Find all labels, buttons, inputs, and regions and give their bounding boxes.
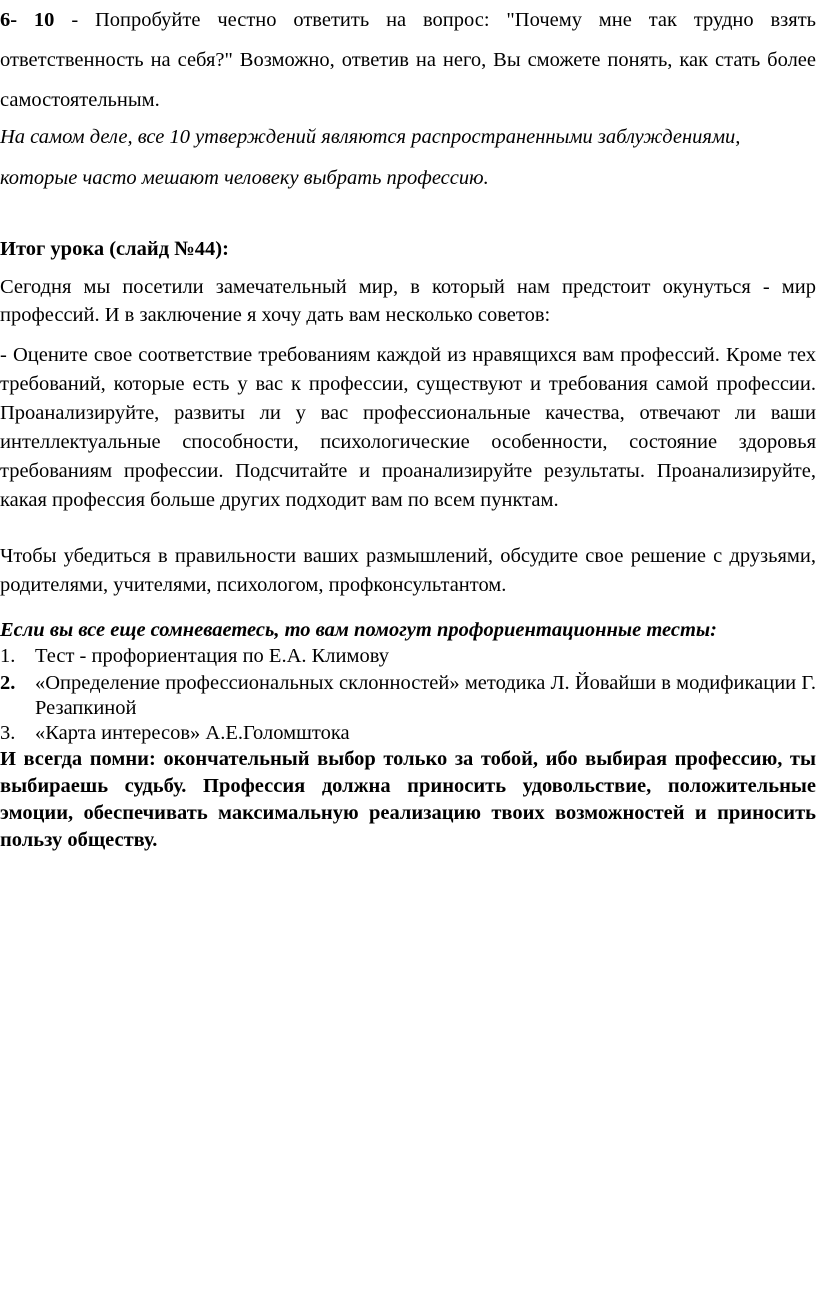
conclusion-paragraph: И всегда помни: окончательный выбор только за тобой, ибо выбирая профессию, ты выбираешь судьбу. Профессия должна приносить удовольствие, положительные эмоции, обеспечивать максимальную реализацию твоих возможностей и приносить пользу обществу. [0, 748, 816, 851]
list-item [0, 671, 816, 721]
advice-paragraph: - Оцените свое соответствие требованиям каждой из нравящихся вам профессий. Кроме тех требований, которые есть у вас к профессии, существуют и требования самой профессии. Проанализируйте, развиты ли у вас профессиональные качества, отвечают ли ваши интеллектуальные способности, психологические особенности, состояние здоровья требованиям профессии. Подсчитайте и проанализируйте результаты. Проанализируйте, какая профессия больше других подходит вам по всем пунктам. [0, 344, 816, 511]
italic-note: На самом деле, все 10 утверждений являются распространенными заблуждениями, которые часто мешают человеку выбрать профессию. [0, 126, 741, 189]
intro-text: - Попробуйте честно ответить на вопрос: "Почему мне так трудно взять ответственность на себя?" Возможно, ответив на него, Вы сможете понять, как стать более самостоятельным. [0, 9, 816, 111]
lesson-summary-heading: Итог урока (слайд №44): [0, 238, 229, 260]
list-item-number: 2. [0, 672, 16, 694]
lead-paragraph: Сегодня мы посетили замечательный мир, в который нам предстоит окунуться - мир профессий. И в заключение я хочу дать вам несколько советов: [0, 276, 816, 326]
tests-title: Если вы все еще сомневаетесь, то вам помогут профориентационные тесты: [0, 619, 717, 641]
list-item [0, 644, 816, 669]
list-item-number: 3. [0, 722, 16, 744]
list-item-text: «Карта интересов» А.Е.Голомштока [35, 722, 350, 744]
list-item [0, 721, 816, 746]
advice-discuss-paragraph: Чтобы убедиться в правильности ваших размышлений, обсудите свое решение с друзьями, родителями, учителями, психологом, профконсультантом. [0, 545, 816, 596]
intro-number: 6- 10 [0, 9, 55, 31]
list-item-number: 1. [0, 645, 16, 667]
list-item-text: «Определение профессиональных склонностей» методика Л. Йовайши в модификации Г. Резапкиной [35, 672, 816, 719]
list-item-text: Тест - профориентация по Е.А. Климову [35, 645, 389, 667]
intro-paragraph [0, 0, 816, 120]
